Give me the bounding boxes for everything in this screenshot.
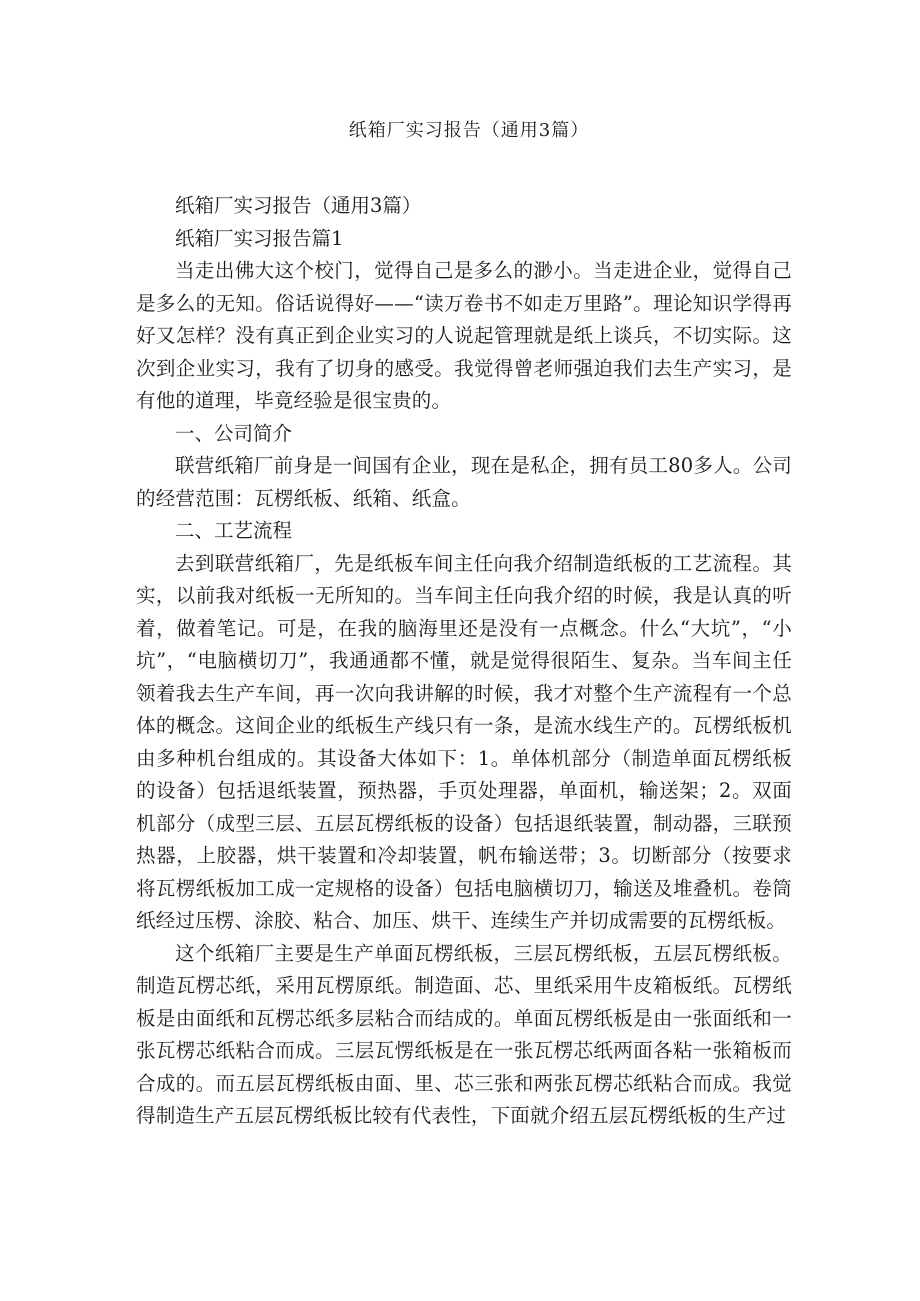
section-heading-process: 二、工艺流程 bbox=[175, 519, 293, 542]
section-heading-company: 一、公司简介 bbox=[175, 421, 293, 445]
paragraph-intro: 当走出佛大这个校门，觉得自己是多么的渺小。当走进企业，觉得自己是多么的无知。俗话说得好——“读万卷书不如走万里路”。理论知识学得再好又怎样？没有真正到企业实习的人说起管理就是纸上谈兵，不切实际。这次到企业实习，我有了切身的感受。我觉得曾老师强迫我们去生产实习，是有他的道理，毕竟经验是很宝贵的。 bbox=[136, 259, 792, 412]
document-title: 纸箱厂实习报告（通用3篇） bbox=[348, 120, 590, 141]
document-subtitle: 纸箱厂实习报告（通用3篇） bbox=[175, 194, 422, 217]
paragraph-company: 联营纸箱厂前身是一间国有企业，现在是私企，拥有员工80多人。公司的经营范围：瓦楞纸板、纸箱、纸盒。 bbox=[136, 454, 792, 510]
paragraph-products: 这个纸箱厂主要是生产单面瓦楞纸板，三层瓦楞纸板，五层瓦楞纸板。制造瓦楞芯纸，采用瓦楞原纸。制造面、芯、里纸采用牛皮箱板纸。瓦楞纸板是由面纸和瓦楞芯纸多层粘合而结成的。单面瓦楞纸板是由一张面纸和一张瓦楞芯纸粘合而成。三层瓦愣纸板是在一张瓦楞芯纸两面各粘一张箱板而合成的。而五层瓦楞纸板由面、里、芯三张和两张瓦楞芯纸粘合而成。我觉得制造生产五层瓦楞纸板比较有代表性，下面就介绍五层瓦楞纸板的生产过 bbox=[136, 941, 792, 1127]
paragraph-process: 去到联营纸箱厂，先是纸板车间主任向我介绍制造纸板的工艺流程。其实，以前我对纸板一无所知的。当车间主任向我介绍的时候，我是认真的听着，做着笔记。可是，在我的脑海里还是没有一点概念。什么“大坑”，“小坑”，“电脑横切刀”，我通通都不懂，就是觉得很陌生、复杂。当车间主任领着我去生产车间，再一次向我讲解的时候，我才对整个生产流程有一个总体的概念。这间企业的纸板生产线只有一条，是流水线生产的。瓦楞纸板机由多种机台组成的。其设备大体如下：1。单体机部分（制造单面瓦楞纸板的设备）包括退纸装置，预热器，手页处理器，单面机，输送架；2。双面机部分（成型三层、五层瓦楞纸板的设备）包括退纸装置，制动器，三联预热器，上胶器，烘干装置和冷却装置，帆布输送带；3。切断部分（按要求将瓦楞纸板加工成一定规格的设备）包括电脑横切刀，输送及堆叠机。卷筒纸经过压楞、涂胶、粘合、加压、烘干、连续生产并切成需要的瓦楞纸板。 bbox=[136, 551, 792, 932]
part-title: 纸箱厂实习报告篇1 bbox=[175, 226, 344, 250]
